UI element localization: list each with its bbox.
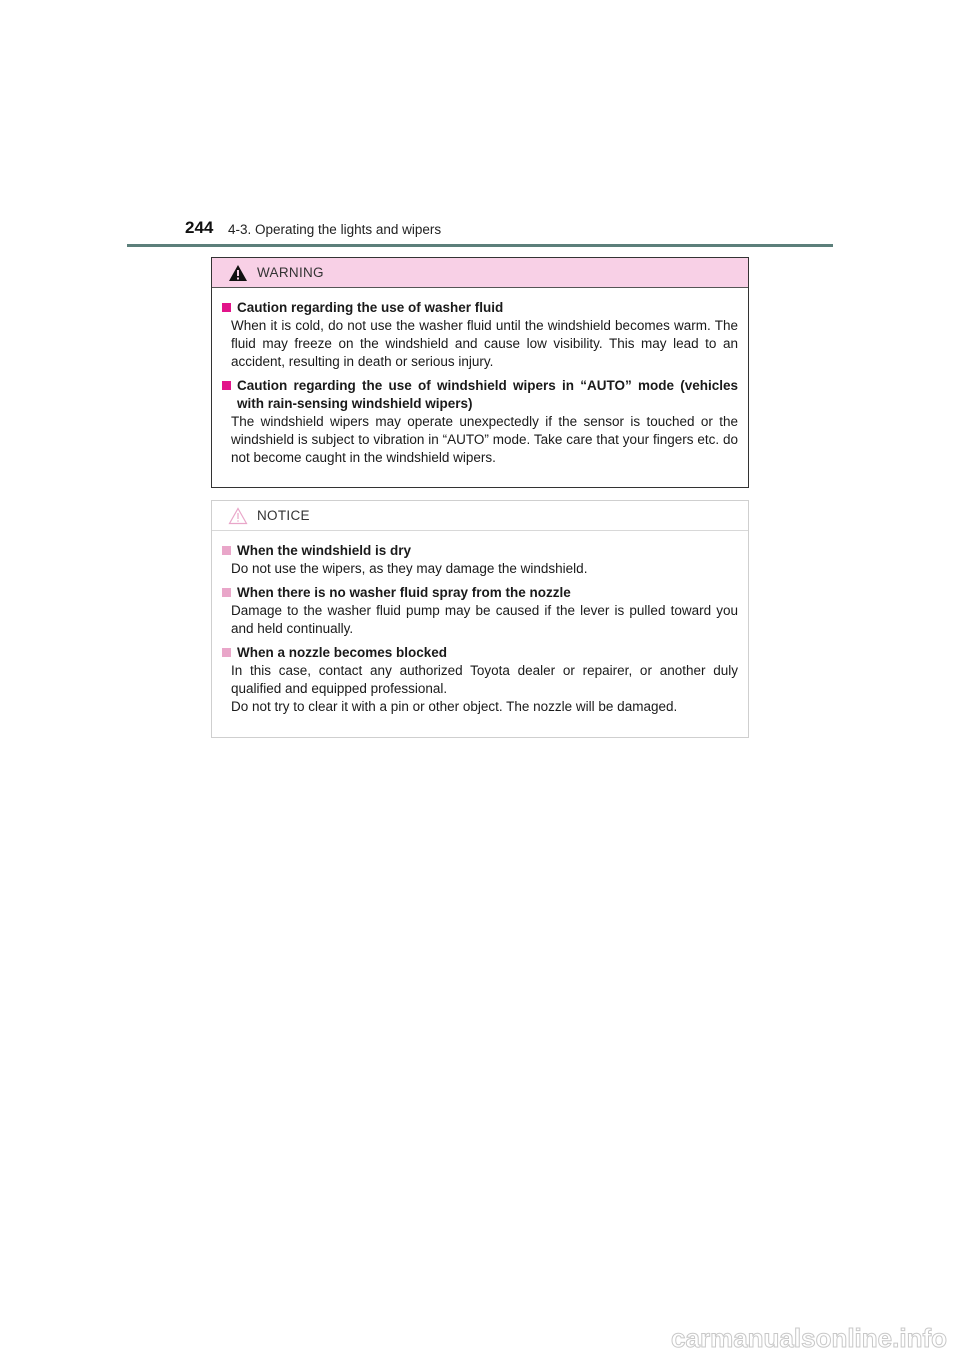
warning-item-title: Caution regarding the use of washer fluid	[237, 300, 504, 315]
square-bullet-icon	[222, 381, 231, 390]
notice-item-text: In this case, contact any authorized Toyota dealer or repairer, or another duly qualified and equipped professional.	[231, 663, 738, 696]
notice-header	[212, 501, 748, 531]
warning-triangle-icon	[228, 264, 248, 282]
square-bullet-icon	[222, 303, 231, 312]
notice-item-title: When a nozzle becomes blocked	[237, 645, 448, 660]
notice-item	[222, 644, 738, 716]
warning-box	[211, 257, 749, 488]
notice-triangle-icon	[228, 507, 248, 525]
warning-item	[222, 377, 738, 467]
warning-label: WARNING	[257, 265, 324, 280]
page-number: 244	[185, 218, 214, 237]
notice-label: NOTICE	[257, 508, 310, 523]
notice-item-title: When the windshield is dry	[237, 543, 412, 558]
warning-item-title: Caution regarding the use of windshield wipers in “AUTO” mode (vehicles with rain-sensing windshield wipers)	[237, 378, 738, 411]
notice-item-text: Damage to the washer fluid pump may be caused if the lever is pulled toward you and held continually.	[231, 603, 738, 636]
square-bullet-icon	[222, 648, 231, 657]
warning-item	[222, 299, 738, 371]
notice-box	[211, 500, 749, 738]
notice-item-title: When there is no washer fluid spray from the nozzle	[237, 585, 571, 600]
warning-item-text: When it is cold, do not use the washer fluid until the windshield becomes warm. The fluid may freeze on the windshield and cause low visibility. This may lead to an accident, resulting in death or serious injury.	[231, 318, 738, 369]
warning-header	[212, 258, 748, 288]
section-title: 4-3. Operating the lights and wipers	[228, 222, 442, 237]
notice-item-text: Do not use the wipers, as they may damage the windshield.	[231, 561, 588, 576]
header-rule	[127, 244, 833, 247]
square-bullet-icon	[222, 588, 231, 597]
warning-item-text: The windshield wipers may operate unexpectedly if the sensor is touched or the windshield is subject to vibration in “AUTO” mode. Take care that your fingers etc. do not become caught in the windshield wipers.	[231, 414, 738, 465]
square-bullet-icon	[222, 546, 231, 555]
watermark-text: carmanualsonline.info	[671, 1323, 947, 1353]
notice-item	[222, 542, 738, 578]
notice-item-text: Do not try to clear it with a pin or other object. The nozzle will be damaged.	[231, 699, 678, 714]
notice-item	[222, 584, 738, 638]
